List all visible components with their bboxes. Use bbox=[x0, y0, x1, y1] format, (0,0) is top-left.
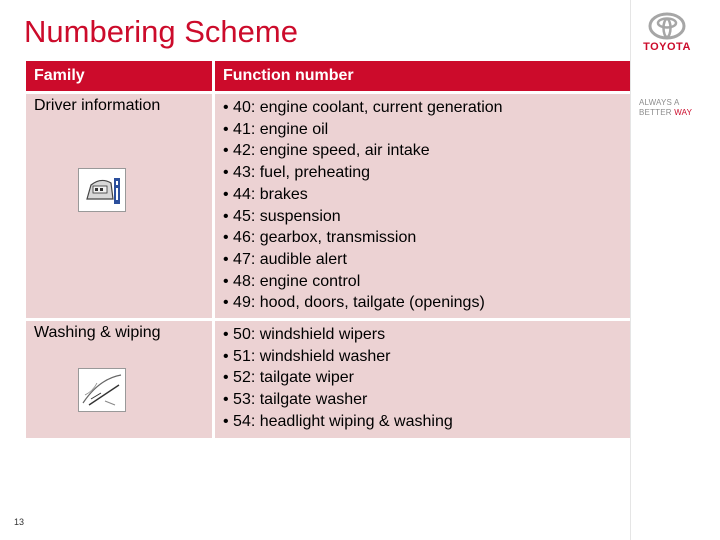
function-item: • 53: tailgate washer bbox=[223, 391, 368, 409]
function-item: • 40: engine coolant, current generation bbox=[223, 99, 503, 116]
brand-name: TOYOTA bbox=[643, 41, 691, 53]
table-row bbox=[26, 91, 630, 318]
tagline-better: BETTER bbox=[639, 108, 672, 117]
function-item: • 44: brakes bbox=[223, 185, 308, 203]
numbering-table bbox=[26, 61, 630, 438]
brand-tagline-line1: ALWAYS A bbox=[639, 98, 680, 107]
toyota-emblem-icon bbox=[636, 6, 714, 64]
tagline-way: WAY bbox=[674, 108, 693, 117]
function-item: • 46: gearbox, transmission bbox=[223, 229, 417, 247]
function-item: • 42: engine speed, air intake bbox=[223, 142, 430, 160]
function-item: • 50: windshield wipers bbox=[223, 326, 386, 343]
windshield-wiper-icon bbox=[78, 368, 126, 412]
function-item: • 51: windshield washer bbox=[223, 347, 391, 365]
function-item: • 49: hood, doors, tailgate (openings) bbox=[223, 294, 485, 312]
function-item: • 45: suspension bbox=[223, 207, 341, 225]
header-function-number: Function number bbox=[215, 61, 630, 91]
function-cell bbox=[215, 321, 630, 438]
header-family: Family bbox=[26, 61, 215, 91]
brand-tagline-line2 bbox=[639, 108, 692, 117]
family-cell bbox=[26, 321, 215, 438]
function-item: • 43: fuel, preheating bbox=[223, 164, 371, 182]
function-cell bbox=[215, 94, 630, 318]
brand-side-panel bbox=[630, 0, 720, 540]
function-item: • 47: audible alert bbox=[223, 250, 347, 268]
function-item: • 54: headlight wiping & washing bbox=[223, 412, 453, 430]
table-header-row bbox=[26, 61, 630, 91]
table-row bbox=[26, 318, 630, 438]
slide-title: Numbering Scheme bbox=[24, 14, 298, 49]
family-label: Driver information bbox=[34, 97, 161, 114]
family-label: Washing & wiping bbox=[34, 324, 161, 341]
function-item: • 52: tailgate wiper bbox=[223, 369, 355, 387]
page-number: 13 bbox=[14, 517, 25, 527]
function-item: • 41: engine oil bbox=[223, 120, 329, 138]
family-cell bbox=[26, 94, 215, 318]
dashboard-display-icon bbox=[78, 168, 126, 212]
function-item: • 48: engine control bbox=[223, 272, 361, 290]
